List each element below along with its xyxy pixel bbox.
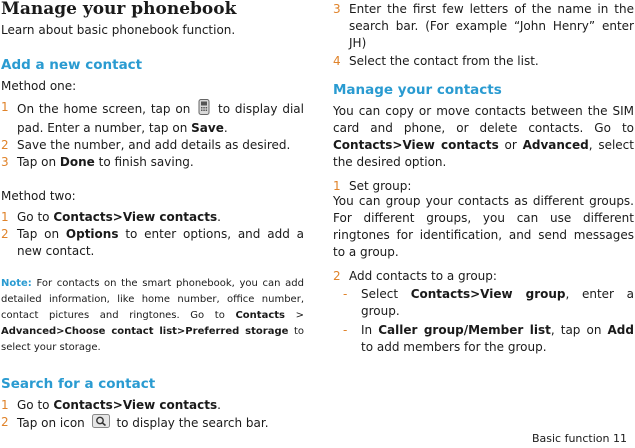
step-number: 2 — [1, 227, 9, 241]
step-number: 1 — [1, 398, 9, 412]
step-number: 2 — [1, 138, 9, 152]
sub-text: Select Contacts>View group, enter a group. — [361, 287, 634, 318]
search-step-1 — [1, 397, 304, 414]
step-text: Tap on Options to enter options, and add a new contact. — [17, 227, 304, 258]
step-text: Select the contact from the list. — [349, 54, 539, 68]
add-m2-step-2 — [1, 226, 304, 260]
step-text: Save the number, and add details as desired. — [17, 138, 291, 152]
search-icon[interactable] — [92, 414, 110, 433]
manage-step-2 — [333, 268, 634, 285]
search-step-4 — [333, 53, 634, 70]
step-number: 1 — [333, 179, 341, 193]
add-step-1 — [1, 99, 304, 137]
step-text: Add contacts to a group: — [349, 269, 497, 283]
step-number: 3 — [333, 2, 341, 16]
add-step-3 — [1, 154, 304, 171]
group-paragraph: You can group your contacts as different groups. For different groups, you can use different ringtones for identification, and send messages to a group. — [333, 194, 634, 259]
sub-step-1 — [333, 286, 634, 320]
manage-paragraph: You can copy or move contacts between the SIM card and phone, or delete contacts. Go to Contacts>View contacts or Advanced, select the desired option. — [333, 104, 634, 169]
sub-dash: - — [343, 287, 348, 301]
step-number: 1 — [1, 100, 9, 114]
method-one-label: Method one: — [1, 79, 77, 93]
step-number: 2 — [333, 269, 341, 283]
page-title: Manage your phonebook — [1, 0, 237, 19]
phone-icon[interactable] — [198, 99, 210, 120]
left-column — [1, 0, 304, 433]
step-text: Go to Contacts>View contacts. — [17, 398, 221, 412]
step-text: Tap on icon to display the search bar. — [17, 414, 304, 433]
step-text: Set group: — [349, 179, 412, 193]
step-number: 4 — [333, 54, 341, 68]
sub-dash: - — [343, 323, 348, 337]
note: Note: For contacts on the smart phonebook, you can add detailed information, like home number, office number, contact pictures and ringtones. Go to Contacts > Advanced>Choose contact list>Preferred storage to select your storage. — [1, 278, 305, 353]
sub-text: In Caller group/Member list, tap on Add to add members for the group. — [361, 323, 634, 354]
step-text: Tap on Done to finish saving. — [17, 155, 194, 169]
step-text: Go to Contacts>View contacts. — [17, 210, 221, 224]
page-intro: Learn about basic phonebook function. — [1, 23, 236, 37]
right-column — [333, 0, 634, 356]
search-step-3 — [333, 1, 634, 52]
step-number: 1 — [1, 210, 9, 224]
step-text: On the home screen, tap on to display dial pad. Enter a number, tap on Save. — [17, 99, 304, 137]
step-number: 3 — [1, 155, 9, 169]
sub-step-2 — [333, 322, 634, 356]
add-m2-step-1 — [1, 209, 304, 226]
method-two-label: Method two: — [1, 189, 76, 203]
add-step-2 — [1, 137, 304, 154]
step-text: Enter the first few letters of the name in the search bar. (For example “John Henry” enter JH) — [349, 2, 634, 50]
search-contact-heading: Search for a contact — [1, 376, 156, 392]
note-label: Note: — [1, 278, 32, 289]
manage-step-1 — [333, 180, 634, 193]
step-number: 2 — [1, 415, 9, 429]
add-contact-heading: Add a new contact — [1, 57, 143, 73]
search-step-2 — [1, 414, 304, 433]
manage-contacts-heading: Manage your contacts — [333, 82, 502, 98]
page-footer: Basic function 11 — [531, 432, 627, 445]
